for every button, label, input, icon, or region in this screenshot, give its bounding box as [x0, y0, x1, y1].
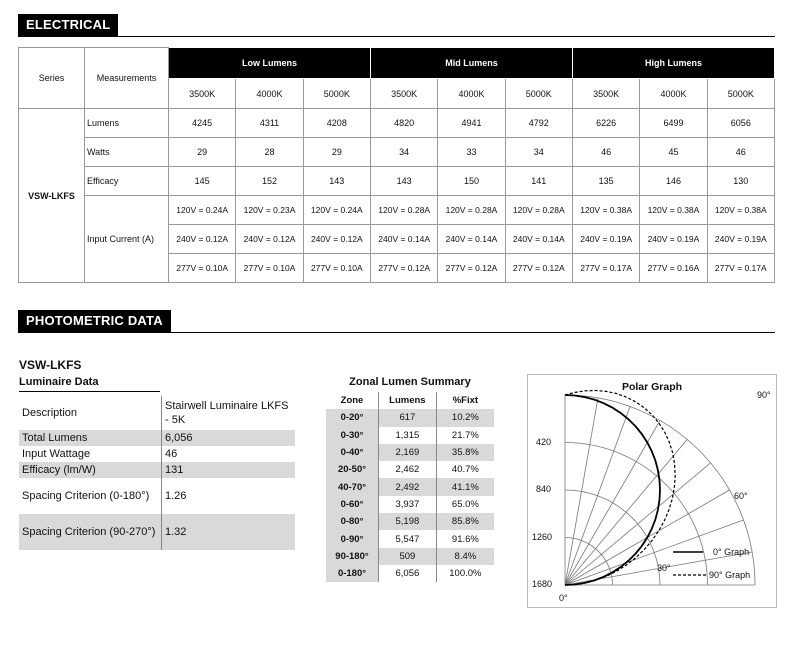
table-cell: 28	[236, 138, 303, 167]
zonal-lumens: 617	[379, 409, 437, 426]
table-cell: 120V = 0.28A	[438, 196, 505, 225]
zonal-lumens: 5,547	[379, 530, 437, 547]
table-cell: 240V = 0.12A	[169, 225, 236, 254]
table-cell: 240V = 0.14A	[370, 225, 437, 254]
legend-0-graph: 0° Graph	[713, 547, 750, 557]
model-title: VSW-LKFS	[19, 358, 82, 372]
zonal-zone: 90-180°	[326, 548, 379, 565]
table-cell: 240V = 0.14A	[505, 225, 572, 254]
angle-label-60: 60°	[734, 491, 748, 501]
zonal-header: Zone	[326, 392, 379, 409]
table-cell: 130	[707, 167, 774, 196]
luminaire-value: 1.32	[162, 514, 296, 550]
table-cell: 120V = 0.24A	[169, 196, 236, 225]
zonal-percent: 100.0%	[449, 568, 482, 580]
table-cell: 46	[707, 138, 774, 167]
zonal-lumens: 5,198	[379, 513, 437, 530]
table-cell: 277V = 0.10A	[169, 254, 236, 283]
temp-header: 5000K	[505, 79, 572, 109]
row-label-lumens: Lumens	[85, 109, 169, 138]
zonal-zone: 0-180°	[326, 565, 379, 582]
table-cell: 120V = 0.38A	[572, 196, 639, 225]
table-cell: 4311	[236, 109, 303, 138]
series-name: VSW-LKFS	[19, 109, 85, 283]
luminaire-key: Efficacy (lm/W)	[19, 462, 162, 478]
luminaire-data-table	[19, 396, 295, 550]
table-cell: 4941	[438, 109, 505, 138]
temp-header: 3500K	[370, 79, 437, 109]
table-cell: 4208	[303, 109, 370, 138]
zonal-percent: 35.8%	[436, 444, 494, 461]
angle-label-0: 0°	[559, 593, 568, 603]
zonal-zone: 0-80°	[326, 513, 379, 530]
electrical-table	[18, 47, 775, 283]
row-label-efficacy: Efficacy	[85, 167, 169, 196]
angle-label-30: 30°	[657, 563, 671, 573]
luminaire-value: 6,056	[162, 430, 296, 446]
luminaire-value: 1.26	[162, 478, 296, 514]
zonal-zone: 20-50°	[326, 461, 379, 478]
table-cell: 6056	[707, 109, 774, 138]
luminaire-key: Spacing Criterion (0-180°)	[22, 490, 150, 502]
table-cell: 277V = 0.12A	[505, 254, 572, 283]
zonal-lumens: 2,462	[379, 461, 437, 478]
luminaire-key: Input Wattage	[22, 448, 91, 460]
table-cell: 277V = 0.12A	[438, 254, 505, 283]
zonal-percent: 10.2%	[436, 409, 494, 426]
group-low-lumens: Low Lumens	[169, 48, 371, 79]
table-cell: 34	[370, 138, 437, 167]
table-cell: 277V = 0.10A	[303, 254, 370, 283]
group-high-lumens: High Lumens	[572, 48, 774, 79]
ring-label: 1260	[532, 532, 553, 542]
ring-label: 1680	[532, 579, 553, 589]
row-label-watts: Watts	[85, 138, 169, 167]
table-cell: 120V = 0.23A	[236, 196, 303, 225]
zonal-percent: 41.1%	[436, 478, 494, 495]
table-cell: 240V = 0.12A	[303, 225, 370, 254]
luminaire-key: Description	[22, 407, 78, 419]
temp-header: 3500K	[572, 79, 639, 109]
table-cell: 34	[505, 138, 572, 167]
table-cell: 145	[169, 167, 236, 196]
table-cell: 240V = 0.19A	[572, 225, 639, 254]
row-label-input-current: Input Current (A)	[85, 196, 169, 283]
ring-label: 420	[536, 437, 552, 447]
table-cell: 120V = 0.28A	[505, 196, 572, 225]
table-cell: 4245	[169, 109, 236, 138]
zonal-zone: 40-70°	[326, 478, 379, 495]
table-cell: 120V = 0.38A	[640, 196, 707, 225]
zonal-zone: 0-90°	[326, 530, 379, 547]
table-cell: 240V = 0.12A	[236, 225, 303, 254]
table-cell: 240V = 0.19A	[640, 225, 707, 254]
legend-90-graph: 90° Graph	[709, 570, 751, 580]
table-cell: 143	[370, 167, 437, 196]
table-cell: 277V = 0.17A	[572, 254, 639, 283]
zonal-zone: 0-60°	[326, 496, 379, 513]
group-mid-lumens: Mid Lumens	[370, 48, 572, 79]
zonal-lumens: 6,056	[379, 565, 437, 582]
zonal-lumens: 1,315	[379, 427, 437, 444]
measurements-header: Measurements	[85, 48, 169, 109]
table-cell: 4792	[505, 109, 572, 138]
temp-header: 4000K	[438, 79, 505, 109]
table-cell: 135	[572, 167, 639, 196]
table-cell: 120V = 0.38A	[707, 196, 774, 225]
table-cell: 277V = 0.17A	[707, 254, 774, 283]
table-cell: 120V = 0.28A	[370, 196, 437, 225]
series-header: Series	[19, 48, 85, 109]
table-cell: 33	[438, 138, 505, 167]
zonal-header: %Fixt	[436, 392, 494, 409]
table-cell: 277V = 0.16A	[640, 254, 707, 283]
zonal-zone: 0-20°	[326, 409, 379, 426]
polar-title: Polar Graph	[621, 381, 683, 393]
table-cell: 6226	[572, 109, 639, 138]
table-cell: 141	[505, 167, 572, 196]
zonal-zone: 0-40°	[326, 444, 379, 461]
electrical-rule	[18, 36, 775, 37]
zonal-lumens: 2,169	[379, 444, 437, 461]
temp-header: 4000K	[236, 79, 303, 109]
table-cell: 240V = 0.14A	[438, 225, 505, 254]
photometric-rule	[18, 332, 775, 333]
zonal-title: Zonal Lumen Summary	[349, 376, 471, 388]
temp-header: 5000K	[707, 79, 774, 109]
table-cell: 150	[438, 167, 505, 196]
zonal-percent: 65.0%	[451, 498, 479, 510]
table-cell: 240V = 0.19A	[707, 225, 774, 254]
temp-header: 3500K	[169, 79, 236, 109]
zonal-header: Lumens	[379, 392, 437, 409]
electrical-heading: ELECTRICAL	[18, 14, 118, 36]
zonal-percent: 91.6%	[451, 533, 479, 545]
zonal-percent: 40.7%	[451, 464, 479, 476]
table-cell: 277V = 0.10A	[236, 254, 303, 283]
temp-header: 4000K	[640, 79, 707, 109]
luminaire-title-rule	[19, 391, 160, 392]
table-cell: 29	[303, 138, 370, 167]
luminaire-value: Stairwell Luminaire LKFS - 5K	[162, 396, 296, 430]
table-cell: 6499	[640, 109, 707, 138]
luminaire-value: 131	[162, 462, 296, 478]
zonal-zone: 0-30°	[326, 427, 379, 444]
polar-graph	[527, 374, 777, 608]
luminaire-key: Spacing Criterion (90-270°)	[19, 514, 162, 550]
ring-label: 840	[536, 484, 552, 494]
table-cell: 120V = 0.24A	[303, 196, 370, 225]
zonal-lumens: 509	[379, 548, 437, 565]
angle-label-90: 90°	[757, 390, 771, 400]
table-cell: 152	[236, 167, 303, 196]
zonal-lumens: 2,492	[379, 478, 437, 495]
zonal-percent: 21.7%	[451, 429, 479, 441]
photometric-heading: PHOTOMETRIC DATA	[18, 310, 171, 332]
table-cell: 29	[169, 138, 236, 167]
zonal-lumens: 3,937	[379, 496, 437, 513]
luminaire-value: 46	[162, 446, 296, 462]
luminaire-key: Total Lumens	[19, 430, 162, 446]
zonal-table	[326, 392, 494, 582]
table-cell: 45	[640, 138, 707, 167]
table-cell: 277V = 0.12A	[370, 254, 437, 283]
table-cell: 146	[640, 167, 707, 196]
table-cell: 4820	[370, 109, 437, 138]
table-cell: 143	[303, 167, 370, 196]
table-cell: 46	[572, 138, 639, 167]
polar-curve-0deg	[565, 395, 660, 585]
zonal-percent: 8.4%	[436, 548, 494, 565]
luminaire-data-title: Luminaire Data	[19, 376, 99, 388]
temp-header: 5000K	[303, 79, 370, 109]
zonal-percent: 85.8%	[436, 513, 494, 530]
